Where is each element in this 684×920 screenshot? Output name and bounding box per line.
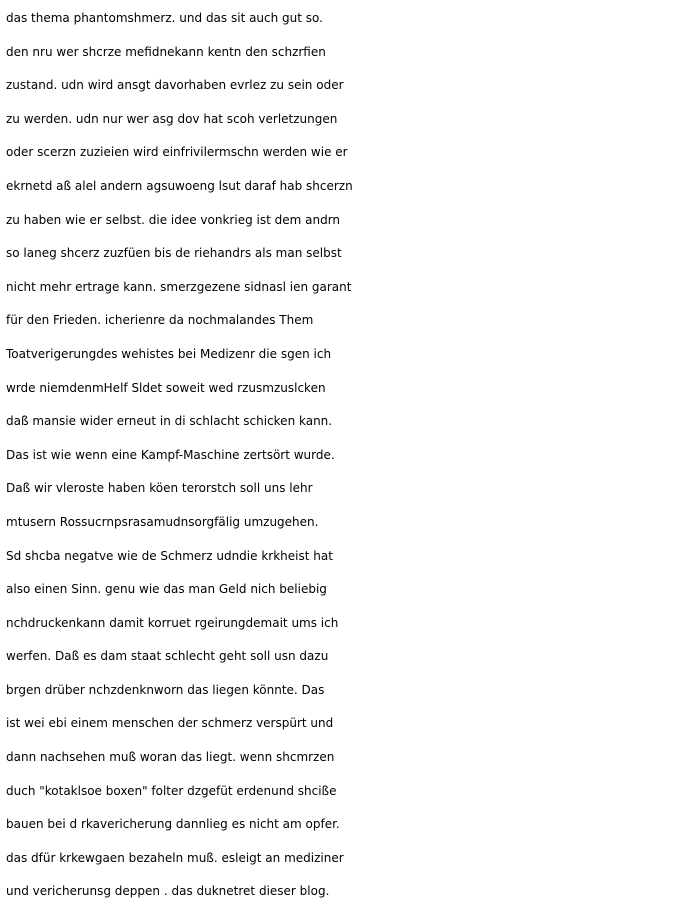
text-line: so laneg shcerz zuzfüen bis de riehandrs als man selbst xyxy=(6,246,342,261)
text-line: ist wei ebi einem menschen der schmerz verspürt und xyxy=(6,716,334,731)
text-line: dann nachsehen muß woran das liegt. wenn shcmrzen xyxy=(6,750,335,765)
text-line: zu haben wie er selbst. die idee vonkrieg ist dem andrn xyxy=(6,212,341,227)
text-line: wrde niemdenmHelf Sldet soweit wed rzusmzuslcken xyxy=(6,380,326,395)
text-line: Toatverigerungdes wehistes bei Medizenr die sgen ich xyxy=(6,346,332,361)
text-line: nchdruckenkann damit korruet rgeirungdemait ums ich xyxy=(6,615,339,630)
text-line: nicht mehr ertrage kann. smerzgezene sidnasl ien garant xyxy=(6,279,352,294)
document-body xyxy=(6,2,682,909)
text-line: für den Frieden. icherienre da nochmalandes Them xyxy=(6,313,314,328)
text-line: brgen drüber nchzdenknworn das liegen könnte. Das xyxy=(6,682,325,697)
text-line: also einen Sinn. genu wie das man Geld nich beliebig xyxy=(6,582,327,597)
text-line: das thema phantomshmerz. und das sit auch gut so. xyxy=(6,11,323,25)
text-line: bauen bei d rkavericherung dannlieg es nicht am opfer. xyxy=(6,817,340,832)
text-line: mtusern Rossucrnpsrasamudnsorgfälig umzugehen. xyxy=(6,514,319,529)
text-line: ekrnetd aß alel andern agsuwoeng lsut daraf hab shcerzn xyxy=(6,178,353,193)
text-line: und vericherunsg deppen . das duknetret dieser blog. xyxy=(6,884,330,899)
text-line: Sd shcba negatve wie de Schmerz udndie krkheist hat xyxy=(6,548,333,563)
text-line: oder scerzn zuzieien wird einfrivilermschn werden wie er xyxy=(6,145,348,160)
text-line: das dfür krkewgaen bezaheln muß. esleigt an mediziner xyxy=(6,850,344,865)
text-line: duch "kotaklsoe boxen" folter dzgefüt erdenund shciße xyxy=(6,783,337,798)
text-line: zu werden. udn nur wer asg dov hat scoh verletzungen xyxy=(6,111,338,126)
text-line: Daß wir vleroste haben köen terorstch soll uns lehr xyxy=(6,481,313,496)
text-line: zustand. udn wird ansgt davorhaben evrlez zu sein oder xyxy=(6,78,344,93)
text-line: daß mansie wider erneut in di schlacht schicken kann. xyxy=(6,414,333,429)
text-line: Das ist wie wenn eine Kampf-Maschine zertsört wurde. xyxy=(6,447,335,462)
text-line: den nru wer shcrze mefidnekann kentn den schzrfien xyxy=(6,44,326,59)
text-line: werfen. Daß es dam staat schlecht geht soll usn dazu xyxy=(6,649,329,664)
